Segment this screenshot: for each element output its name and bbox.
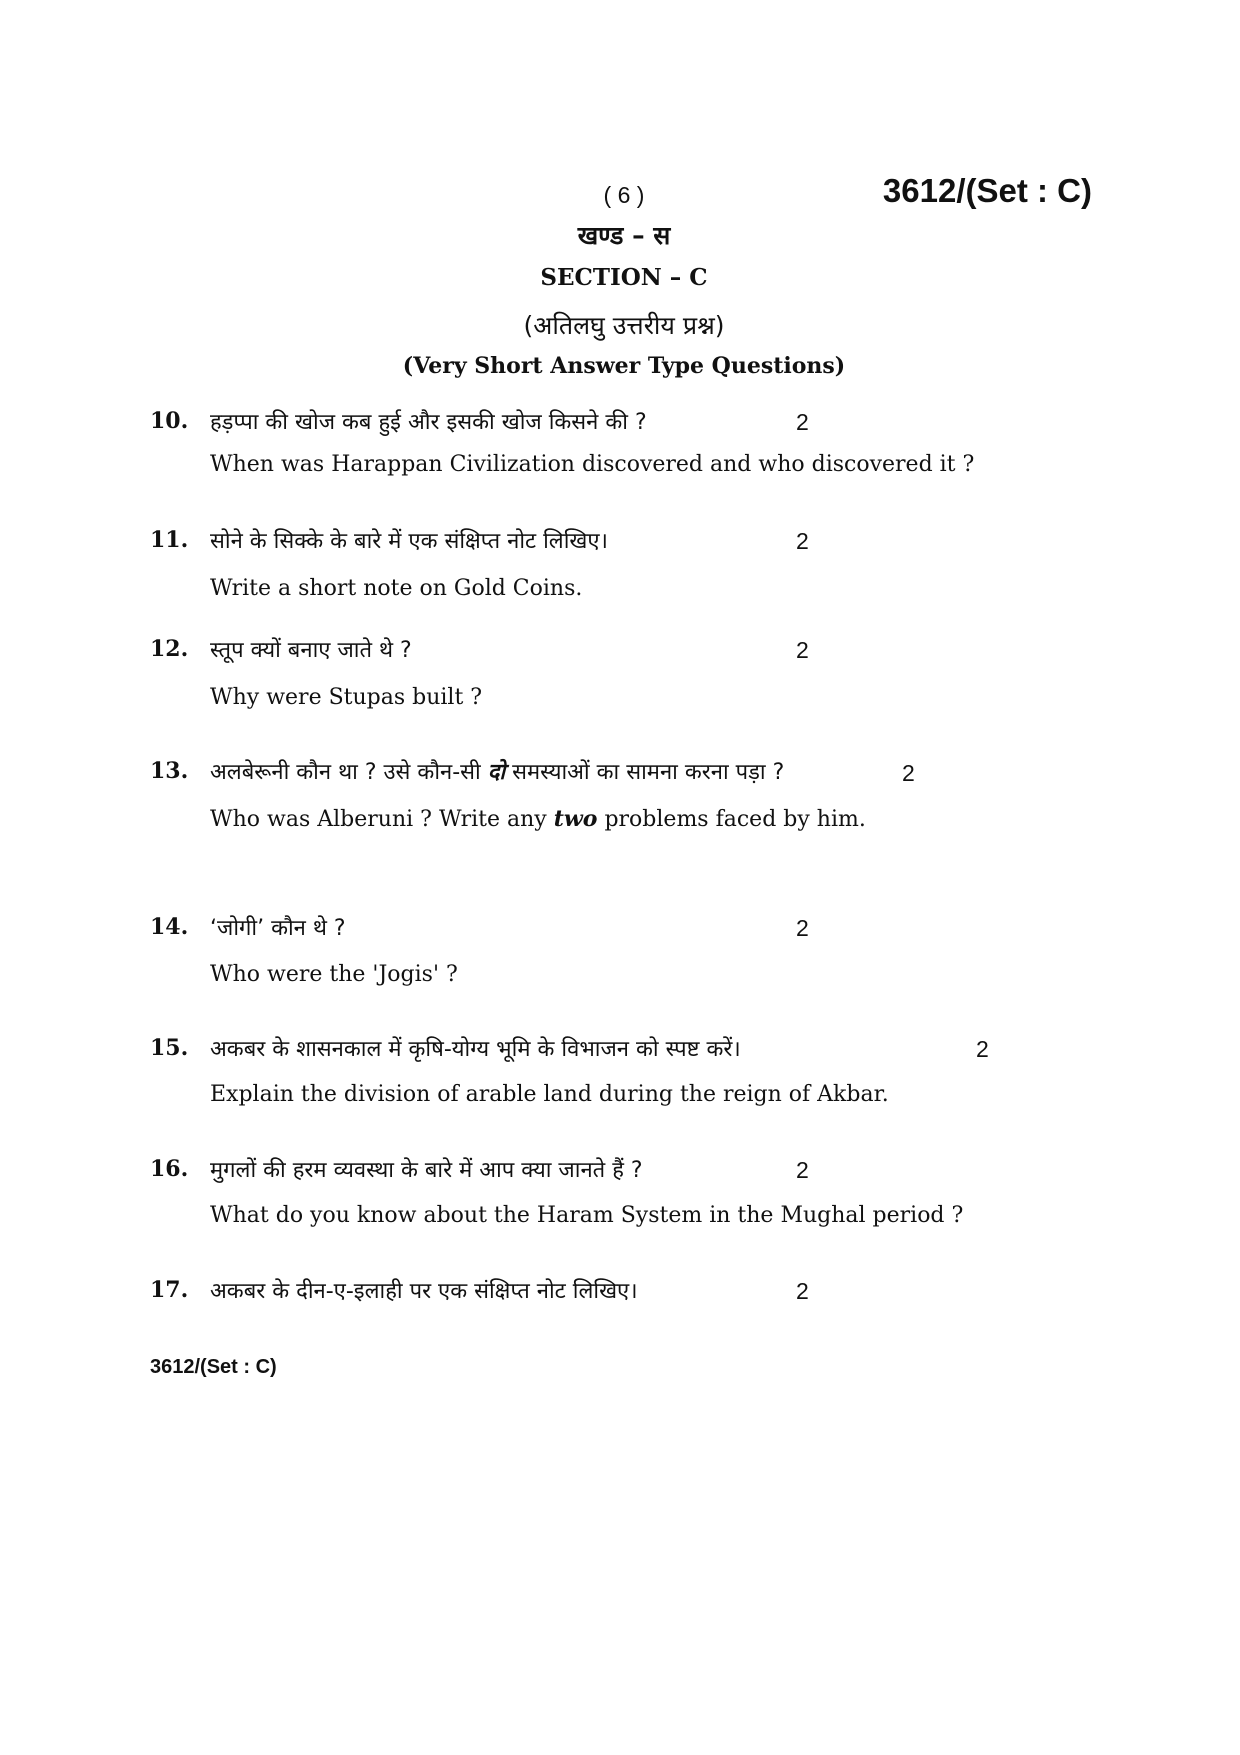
question-number: 12.	[150, 636, 189, 662]
question-text-hindi: स्तूप क्यों बनाए जाते थे ?	[210, 638, 412, 663]
section-hindi-title: खण्ड – स	[577, 221, 671, 250]
question-marks: 2	[976, 1036, 989, 1062]
page-number: ( 6 )	[603, 182, 645, 208]
question-marks: 2	[796, 409, 809, 435]
emphasis-two-hindi: दो	[487, 760, 506, 785]
question-number: 15.	[150, 1035, 189, 1061]
question-number: 13.	[150, 758, 189, 784]
question-marks: 2	[796, 1278, 809, 1304]
question-text-hindi: अकबर के शासनकाल में कृषि-योग्य भूमि के विभाजन को स्पष्ट करें।	[210, 1037, 741, 1062]
question-text-english: Who was Alberuni ? Write any two problems faced by him.	[210, 806, 866, 832]
question-number: 17.	[150, 1277, 189, 1303]
question-text-hindi: अलबेरूनी कौन था ? उसे कौन-सी दो समस्याओं का सामना करना पड़ा ?	[210, 760, 785, 785]
question-text-english: Who were the 'Jogis' ?	[210, 962, 458, 987]
section-hindi-subtitle: (अतिलघु उत्तरीय प्रश्न)	[523, 311, 725, 340]
question-number: 11.	[150, 527, 189, 553]
paper-code-header: 3612/(Set : C)	[882, 172, 1092, 209]
question-text-hindi: अकबर के दीन-ए-इलाही पर एक संक्षिप्त नोट लिखिए।	[210, 1279, 638, 1304]
question-text-hindi: हड़प्पा की खोज कब हुई और इसकी खोज किसने की ?	[210, 410, 647, 435]
question-marks: 2	[796, 1157, 809, 1183]
question-text-english: When was Harappan Civilization discovered and who discovered it ?	[210, 452, 975, 477]
question-text-english: Write a short note on Gold Coins.	[210, 576, 583, 601]
question-text-hindi: मुगलों की हरम व्यवस्था के बारे में आप क्या जानते हैं ?	[210, 1158, 643, 1183]
question-marks: 2	[796, 528, 809, 554]
question-number: 16.	[150, 1156, 189, 1182]
section-subtitle: (Very Short Answer Type Questions)	[402, 353, 846, 379]
section-title: SECTION – C	[540, 264, 708, 291]
question-text-hindi: सोने के सिक्के के बारे में एक संक्षिप्त नोट लिखिए।	[210, 529, 608, 554]
question-text-english: Explain the division of arable land during the reign of Akbar.	[210, 1082, 889, 1107]
question-number: 14.	[150, 914, 189, 940]
question-marks: 2	[796, 637, 809, 663]
emphasis-two: two	[553, 806, 598, 832]
question-number: 10.	[150, 408, 189, 434]
question-marks: 2	[902, 760, 915, 786]
question-marks: 2	[796, 915, 809, 941]
paper-code-footer: 3612/(Set : C)	[150, 1356, 277, 1378]
question-text-english: What do you know about the Haram System in the Mughal period ?	[210, 1203, 964, 1228]
question-text-hindi: ‘जोगी’ कौन थे ?	[210, 916, 346, 941]
question-text-english: Why were Stupas built ?	[210, 685, 483, 710]
